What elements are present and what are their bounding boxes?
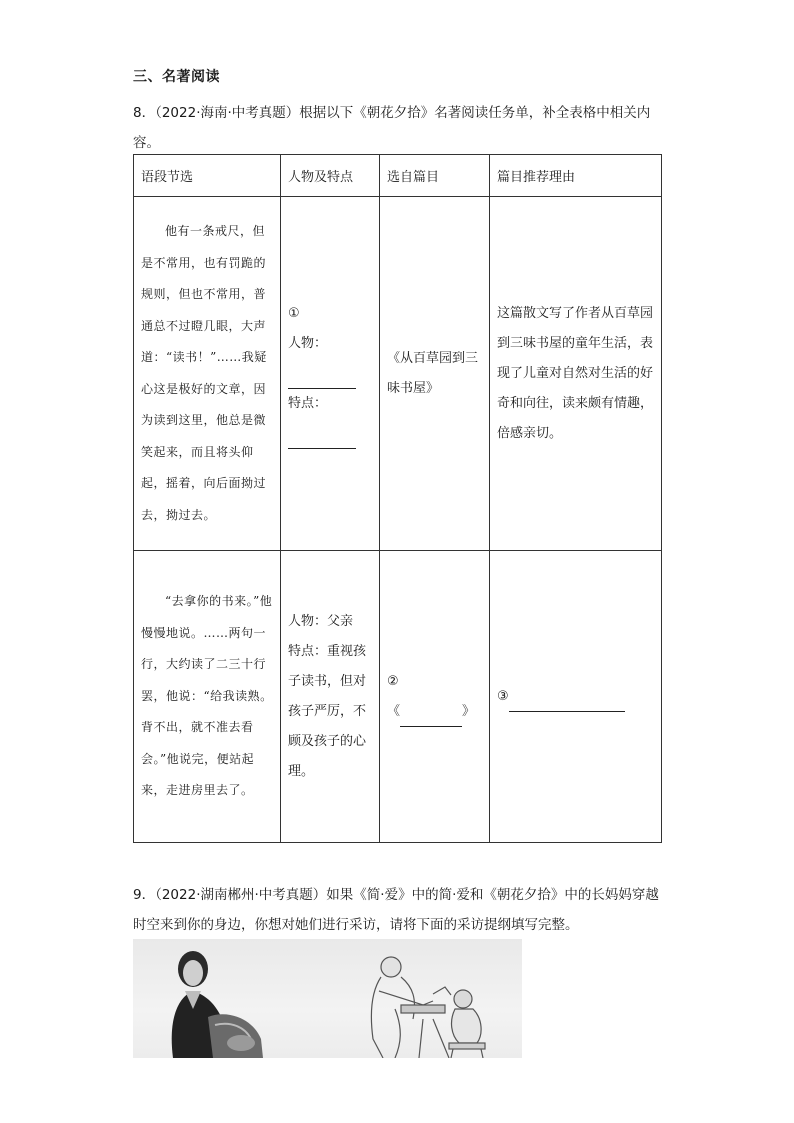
character-cell xyxy=(281,551,380,843)
chapter-cell xyxy=(380,197,490,551)
character-cell xyxy=(281,197,380,551)
trait-label: 特点： xyxy=(288,395,328,411)
reason-blank[interactable] xyxy=(509,693,625,712)
trait-blank[interactable] xyxy=(288,430,356,449)
excerpt-cell xyxy=(134,197,281,551)
question-9-source: （2022·湖南郴州·中考真题） xyxy=(155,887,327,903)
reason-cell xyxy=(490,197,662,551)
trait-text: 特点：重视孩子读书，但对孩子严厉，不顾及孩子的心理。 xyxy=(288,643,367,779)
chapter-open-bracket: 《 xyxy=(387,703,401,719)
illustration-image xyxy=(133,939,522,1058)
table-header-row xyxy=(134,155,662,197)
reason-text: 这篇散文写了作者从百草园到三味书屋的童年生活，表现了儿童对自然对生活的好奇和向往，读来颇有情趣，倍感亲切。 xyxy=(497,305,654,441)
chapter-close-bracket: 》 xyxy=(462,703,476,719)
nanny-and-child-sketch-icon xyxy=(371,957,485,1058)
question-8 xyxy=(133,98,668,158)
blank-marker-2: ② xyxy=(387,673,399,689)
question-8-source: （2022·海南·中考真题） xyxy=(155,105,300,121)
table-row xyxy=(134,197,662,551)
header-reason: 篇目推荐理由 xyxy=(490,155,662,197)
section-title: 三、名著阅读 xyxy=(133,69,220,85)
reading-task-table xyxy=(133,154,662,843)
question-8-prompt: 根据以下《朝花夕拾》名著阅读任务单，补全表格中相关内容。 xyxy=(133,105,651,151)
blank-marker-3: ③ xyxy=(497,688,509,704)
header-chapter: 选自篇目 xyxy=(380,155,490,197)
person-blank[interactable] xyxy=(288,370,356,389)
chapter-blank[interactable] xyxy=(400,708,462,727)
chapter-text: 《从百草园到三味书屋》 xyxy=(387,350,479,396)
person-label: 人物： xyxy=(288,335,328,351)
question-9-prompt: 如果《简·爱》中的简·爱和《朝花夕拾》中的长妈妈穿越时空来到你的身边，你想对她们进行采访，请将下面的采访提纲填写完整。 xyxy=(133,887,659,933)
question-9 xyxy=(133,880,668,940)
header-character: 人物及特点 xyxy=(281,155,380,197)
excerpt-text: “去拿你的书来。”他慢慢地说。……两句一行，大约读了二三十行罢，他说：“给我读熟。背不出，就不准去看会。”他说完，便站起来，走进房里去了。 xyxy=(141,594,273,798)
person-text: 人物：父亲 xyxy=(288,613,354,629)
question-9-number: 9． xyxy=(133,887,156,903)
excerpt-cell xyxy=(134,551,281,843)
reason-cell xyxy=(490,551,662,843)
excerpt-text: 他有一条戒尺，但是不常用，也有罚跪的规则，但也不常用，普通总不过瞪几眼，大声道：“读书！”……我疑心这是极好的文章，因为读到这里，他总是微笑起来，而且将头仰起，摇着，向后面拗过去，拗过去。 xyxy=(141,224,267,522)
question-8-number: 8． xyxy=(133,105,156,121)
chapter-cell xyxy=(380,551,490,843)
header-excerpt: 语段节选 xyxy=(134,155,281,197)
table-row xyxy=(134,551,662,843)
blank-marker-1: ① xyxy=(288,305,300,321)
